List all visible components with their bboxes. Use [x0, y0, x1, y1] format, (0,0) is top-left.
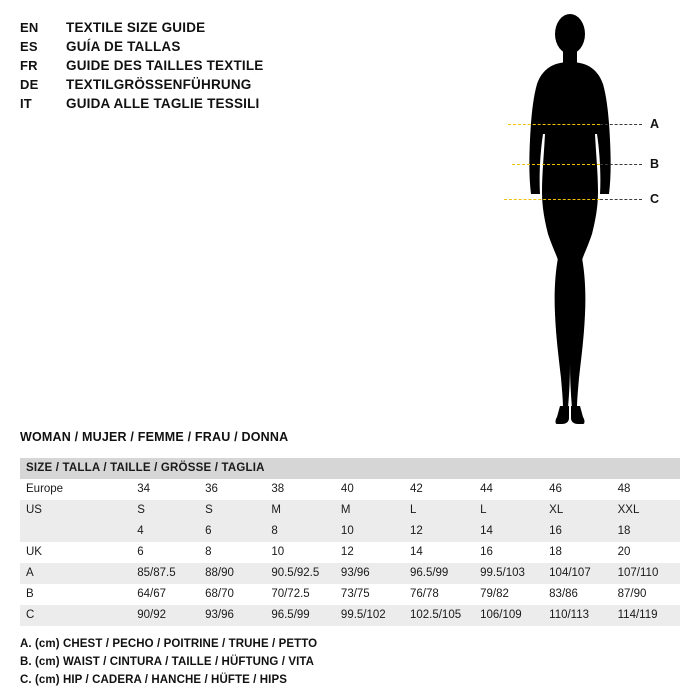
- cell: 14: [404, 542, 474, 563]
- guide-line-a-yellow: [508, 124, 600, 125]
- footnote-b: B. (cm) WAIST / CINTURA / TAILLE / HÜFTUNG / VITA: [20, 656, 315, 668]
- title-lang-es: ES: [20, 39, 38, 54]
- measure-label-c: C: [650, 192, 660, 206]
- measure-label-b: B: [650, 157, 660, 171]
- cell: 16: [474, 542, 543, 563]
- row-label-b: B: [20, 584, 131, 605]
- title-lang-it: IT: [20, 96, 32, 111]
- table-header-row: [20, 458, 680, 479]
- cell: 8: [265, 521, 335, 542]
- cell: 18: [543, 542, 611, 563]
- title-lang-en: EN: [20, 20, 39, 35]
- cell: 4: [131, 521, 199, 542]
- measure-label-a: A: [650, 117, 660, 131]
- guide-line-a-dark: [600, 124, 642, 125]
- cell: 99.5/103: [474, 563, 543, 584]
- row-label-a: A: [20, 563, 131, 584]
- title-text-es: GUÍA DE TALLAS: [66, 39, 181, 54]
- cell: 79/82: [474, 584, 543, 605]
- table-row: [20, 500, 680, 521]
- cell: 6: [199, 521, 265, 542]
- title-row: [20, 77, 450, 96]
- cell: 38: [265, 479, 335, 500]
- title-text-fr: GUIDE DES TAILLES TEXTILE: [66, 58, 264, 73]
- cell: 110/113: [543, 605, 611, 626]
- cell: 6: [131, 542, 199, 563]
- body-figure: [460, 8, 690, 438]
- cell: 46: [543, 479, 611, 500]
- cell: 20: [612, 542, 680, 563]
- cell: XL: [543, 500, 611, 521]
- guide-line-c-dark: [600, 199, 642, 200]
- cell: 85/87.5: [131, 563, 199, 584]
- table-row: [20, 521, 680, 542]
- title-row: [20, 96, 450, 115]
- cell: 90.5/92.5: [265, 563, 335, 584]
- cell: 18: [612, 521, 680, 542]
- cell: 16: [543, 521, 611, 542]
- title-text-it: GUIDA ALLE TAGLIE TESSILI: [66, 96, 260, 111]
- table-row: [20, 605, 680, 626]
- section-caption: WOMAN / MUJER / FEMME / FRAU / DONNA: [20, 430, 289, 444]
- cell: M: [335, 500, 404, 521]
- cell: 76/78: [404, 584, 474, 605]
- footnote-c: C. (cm) HIP / CADERA / HANCHE / HÜFTE / HIPS: [20, 674, 288, 686]
- cell: 96.5/99: [404, 563, 474, 584]
- female-silhouette-icon: [500, 8, 640, 428]
- table-head: [20, 458, 680, 479]
- cell: 12: [335, 542, 404, 563]
- guide-line-b-dark: [600, 164, 642, 165]
- table-row: [20, 542, 680, 563]
- table-body: [20, 479, 680, 626]
- cell: 12: [404, 521, 474, 542]
- title-text-en: TEXTILE SIZE GUIDE: [66, 20, 206, 35]
- title-block: [20, 20, 450, 115]
- guide-line-c-yellow: [504, 199, 600, 200]
- cell: 102.5/105: [404, 605, 474, 626]
- cell: 70/72.5: [265, 584, 335, 605]
- cell: 42: [404, 479, 474, 500]
- cell: 44: [474, 479, 543, 500]
- row-label-europe: Europe: [20, 479, 131, 500]
- cell: 106/109: [474, 605, 543, 626]
- title-lang-de: DE: [20, 77, 39, 92]
- cell: 34: [131, 479, 199, 500]
- cell: L: [404, 500, 474, 521]
- cell: S: [199, 500, 265, 521]
- cell: 93/96: [335, 563, 404, 584]
- footnotes: [20, 635, 680, 689]
- cell: L: [474, 500, 543, 521]
- row-label-c: C: [20, 605, 131, 626]
- table-row: [20, 479, 680, 500]
- size-table: [20, 458, 680, 626]
- row-label-uk: UK: [20, 542, 131, 563]
- cell: 14: [474, 521, 543, 542]
- cell: M: [265, 500, 335, 521]
- table-row: [20, 563, 680, 584]
- title-row: [20, 39, 450, 58]
- title-row: [20, 58, 450, 77]
- table-header-title: SIZE / TALLA / TAILLE / GRÖSSE / TAGLIA: [20, 458, 680, 479]
- cell: 10: [265, 542, 335, 563]
- cell: 8: [199, 542, 265, 563]
- cell: 64/67: [131, 584, 199, 605]
- cell: 114/119: [612, 605, 680, 626]
- cell: 93/96: [199, 605, 265, 626]
- title-row: [20, 20, 450, 39]
- cell: 40: [335, 479, 404, 500]
- row-label-us: US: [20, 500, 131, 521]
- cell: 96.5/99: [265, 605, 335, 626]
- footnote-a: A. (cm) CHEST / PECHO / POITRINE / TRUHE / PETTO: [20, 638, 318, 650]
- cell: 107/110: [612, 563, 680, 584]
- cell: 36: [199, 479, 265, 500]
- cell: XXL: [612, 500, 680, 521]
- title-lang-fr: FR: [20, 58, 38, 73]
- guide-line-b-yellow: [512, 164, 600, 165]
- cell: 99.5/102: [335, 605, 404, 626]
- title-text-de: TEXTILGRÖSSENFÜHRUNG: [66, 77, 252, 92]
- cell: 10: [335, 521, 404, 542]
- cell: 68/70: [199, 584, 265, 605]
- cell: 48: [612, 479, 680, 500]
- table-row: [20, 584, 680, 605]
- cell: 104/107: [543, 563, 611, 584]
- cell: 88/90: [199, 563, 265, 584]
- row-label-us-numeric: [20, 521, 131, 542]
- cell: 83/86: [543, 584, 611, 605]
- cell: 90/92: [131, 605, 199, 626]
- cell: 87/90: [612, 584, 680, 605]
- cell: 73/75: [335, 584, 404, 605]
- cell: S: [131, 500, 199, 521]
